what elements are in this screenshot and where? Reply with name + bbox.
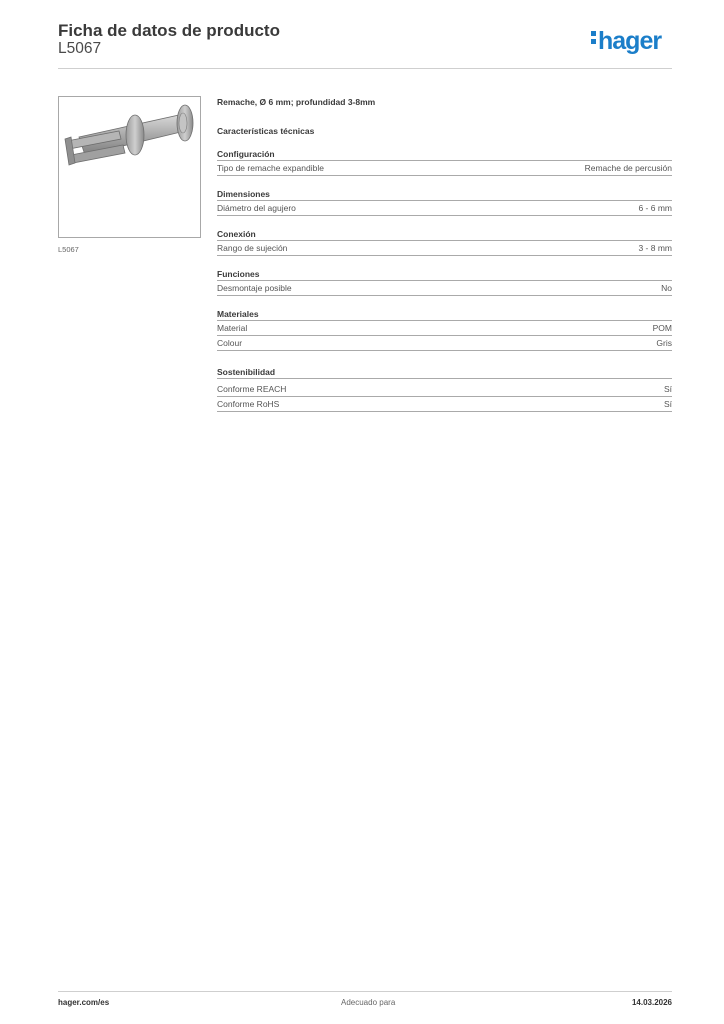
spec-label: Material — [217, 323, 248, 333]
spec-value: POM — [652, 323, 672, 333]
footer-suitable-for: Adecuado para — [341, 998, 396, 1007]
spec-row — [217, 201, 672, 216]
spec-value: No — [661, 283, 672, 293]
spec-value: Gris — [656, 338, 672, 348]
section-conexion — [217, 228, 672, 256]
spec-label: Conforme REACH — [217, 384, 287, 394]
spec-row — [217, 382, 672, 397]
spec-row — [217, 241, 672, 256]
section-title: Materiales — [217, 308, 672, 321]
product-description: Remache, Ø 6 mm; profundidad 3-8mm — [217, 97, 376, 107]
hager-logo — [591, 27, 661, 55]
spec-row — [217, 336, 672, 351]
logo-text: hager — [598, 27, 662, 55]
spec-value: 6 - 6 mm — [638, 203, 672, 213]
spec-label: Rango de sujeción — [217, 243, 288, 253]
section-materiales — [217, 308, 672, 351]
spec-row — [217, 321, 672, 336]
section-title: Conexión — [217, 228, 672, 241]
logo-colon-icon — [591, 28, 596, 47]
spec-value: Sí — [663, 384, 672, 394]
section-title: Configuración — [217, 148, 672, 161]
section-funciones — [217, 268, 672, 296]
spec-value: Sí — [663, 399, 672, 409]
section-sostenibilidad — [217, 366, 672, 412]
spec-label: Desmontaje posible — [217, 283, 292, 293]
section-title: Dimensiones — [217, 188, 672, 201]
rivet-illustration — [59, 97, 200, 237]
spec-value: 3 - 8 mm — [638, 243, 672, 253]
section-dimensiones — [217, 188, 672, 216]
page-title: Ficha de datos de producto — [58, 21, 280, 40]
technical-characteristics-title: Características técnicas — [217, 126, 315, 136]
section-title: Sostenibilidad — [217, 366, 672, 379]
spec-label: Conforme RoHS — [217, 399, 280, 409]
product-code: L5067 — [58, 40, 102, 57]
spec-label: Tipo de remache expandible — [217, 163, 324, 173]
section-configuracion — [217, 148, 672, 176]
spec-label: Diámetro del agujero — [217, 203, 296, 213]
footer-date: 14.03.2026 — [631, 998, 672, 1007]
section-title: Funciones — [217, 268, 672, 281]
footer-website-link[interactable]: hager.com/es — [58, 998, 110, 1007]
footer-divider — [58, 991, 672, 992]
header-divider — [58, 68, 672, 69]
spec-label: Colour — [217, 338, 243, 348]
image-caption: L5067 — [58, 245, 79, 254]
spec-row — [217, 161, 672, 176]
spec-row — [217, 397, 672, 412]
product-image — [58, 96, 201, 238]
product-details — [217, 96, 672, 412]
spec-value: Remache de percusión — [584, 163, 672, 173]
spec-row — [217, 281, 672, 296]
